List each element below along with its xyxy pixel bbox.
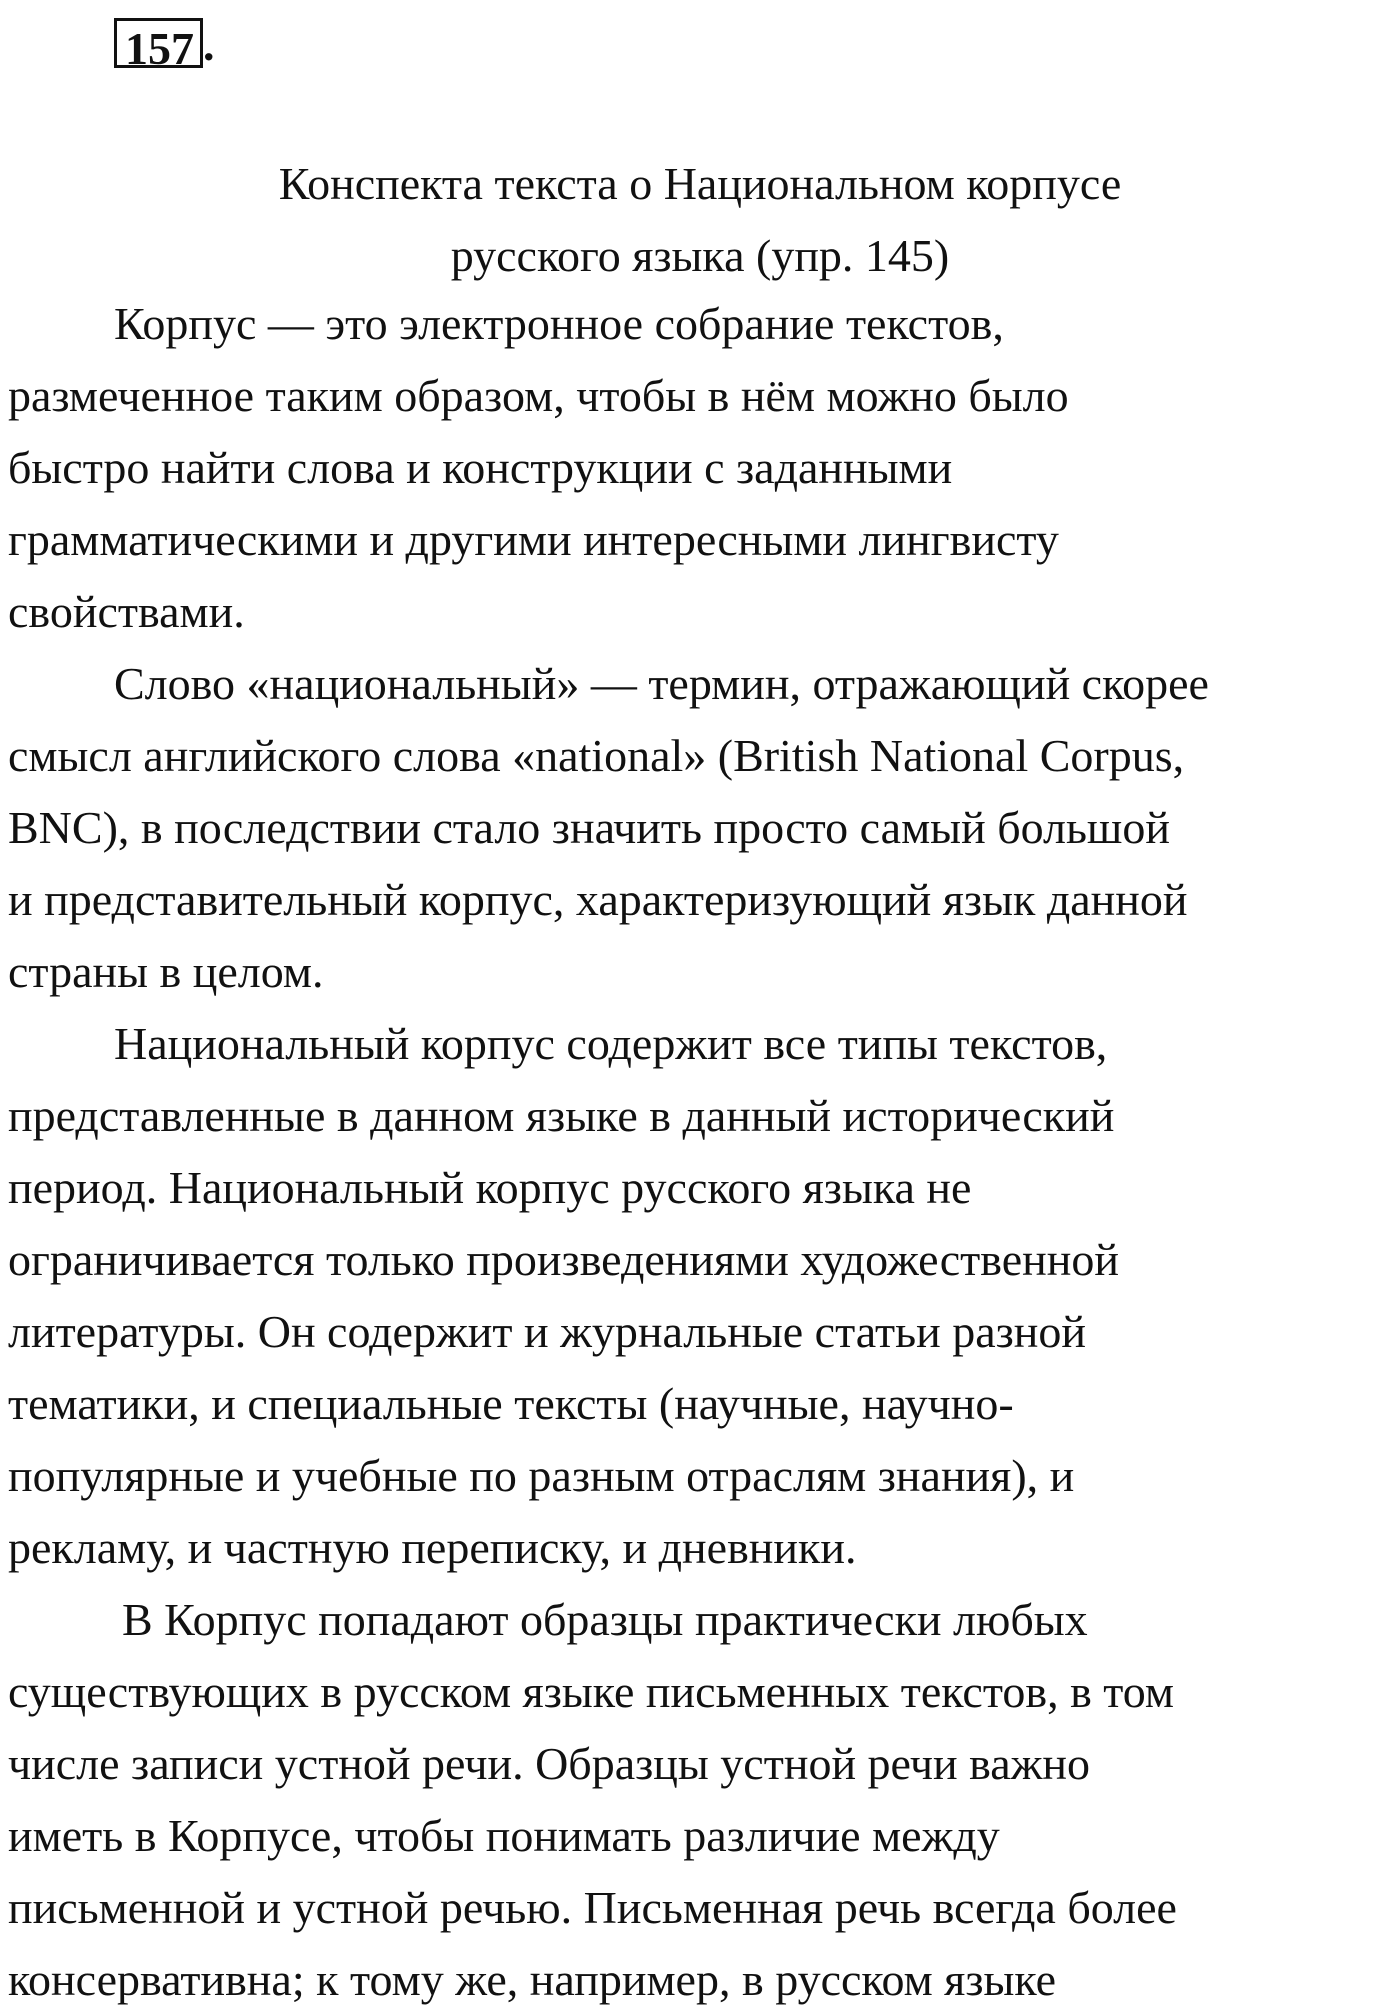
text-line: Слово «национальный» — термин, отражающий скорее	[114, 658, 1209, 709]
text-line: В Корпус попадают образцы практически любых	[122, 1594, 1088, 1645]
task-number-dot: .	[203, 19, 215, 70]
text-line: Корпус — это электронное собрание текстов,	[114, 298, 1004, 349]
text-line: рекламу, и частную переписку, и дневники.	[8, 1522, 857, 1573]
text-line: иметь в Корпусе, чтобы понимать различие между	[8, 1810, 1000, 1861]
text-line: страны в целом.	[8, 946, 324, 997]
paragraph-3	[8, 1008, 1394, 1584]
text-line: ограничивается только произведениями художественной	[8, 1234, 1119, 1285]
task-number-box: 157	[114, 18, 203, 68]
text-line: числе записи устной речи. Образцы устной речи важно	[8, 1738, 1091, 1789]
text-line: период. Национальный корпус русского языка не	[8, 1162, 972, 1213]
text-line: быстро найти слова и конструкции с заданными	[8, 442, 953, 493]
text-line: смысл английского слова «national» (British National Corpus,	[8, 730, 1185, 781]
text-line: литературы. Он содержит и журнальные статьи разной	[8, 1306, 1087, 1357]
text-line: BNC), в последствии стало значить просто самый большой	[8, 802, 1170, 853]
text-line: и представительный корпус, характеризующий язык данной	[8, 874, 1188, 925]
text-line: тематики, и специальные тексты (научные, научно-	[8, 1378, 1014, 1429]
text-line: размеченное таким образом, чтобы в нём можно было	[8, 370, 1069, 421]
document-title	[0, 148, 1400, 292]
title-line: Конспекта текста о Национальном корпусе	[278, 158, 1122, 209]
text-line: представленные в данном языке в данный исторический	[8, 1090, 1115, 1141]
paragraph-2	[8, 648, 1394, 1008]
title-line: русского языка (упр. 145)	[450, 230, 950, 281]
text-line: популярные и учебные по разным отраслям знания), и	[8, 1450, 1075, 1501]
text-line: письменной и устной речью. Письменная речь всегда более	[8, 1882, 1177, 1933]
document-body	[8, 288, 1394, 2016]
text-line: свойствами.	[8, 586, 245, 637]
task-number	[114, 10, 215, 74]
text-line: грамматическими и другими интересными лингвисту	[8, 514, 1059, 565]
paragraph-1	[8, 288, 1394, 648]
text-line: существующих в русском языке письменных текстов, в том	[8, 1666, 1175, 1717]
text-line: Национальный корпус содержит все типы текстов,	[114, 1018, 1108, 1069]
paragraph-4	[8, 1584, 1394, 2016]
text-line: консервативна; к тому же, например, в русском языке	[8, 1954, 1057, 2005]
